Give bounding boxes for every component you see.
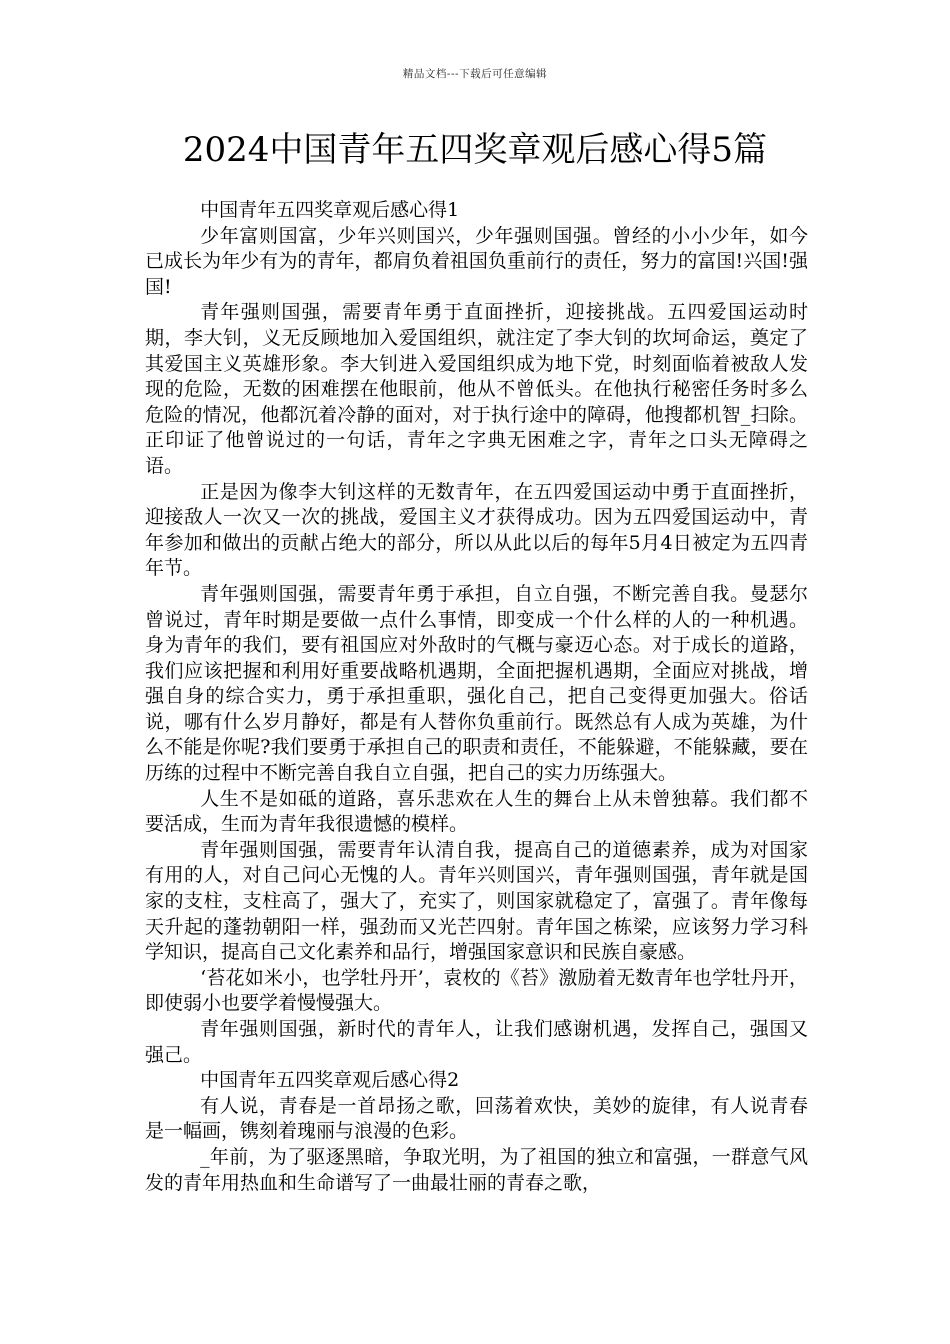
body-paragraph: _年前，为了驱逐黑暗，争取光明，为了祖国的独立和富强，一群意气风发的青年用热血和生命谱写了一曲最壮丽的青春之歌，: [145, 1145, 808, 1194]
body-paragraph: 青年强则国强，需要青年勇于直面挫折，迎接挑战。五四爱国运动时期，李大钊，义无反顾地加入爱国组织，就注定了李大钊的坎坷命运，奠定了其爱国主义英雄形象。李大钊进入爱国组织成为地下党，时刻面临着被敌人发现的危险，无数的困难摆在他眼前，他从不曾低头。在他执行秘密任务时多么危险的情况，他都沉着冷静的面对，对于执行途中的障碍，他搜都机智_扫除。正印证了他曾说过的一句话，青年之字典无困难之字，青年之口头无障碍之语。: [145, 301, 808, 477]
section-heading-1: 中国青年五四奖章观后感心得1: [200, 199, 460, 221]
body-paragraph: 青年强则国强，新时代的青年人，让我们感谢机遇，发挥自己，强国又强己。: [145, 1018, 808, 1066]
section-heading-2: 中国青年五四奖章观后感心得2: [200, 1069, 460, 1092]
body-paragraph: 有人说，青春是一首昂扬之歌，回荡着欢快，美妙的旋律，有人说青春是一幅画，镌刻着瑰丽与浪漫的色彩。: [145, 1094, 808, 1143]
body-paragraph: 青年强则国强，需要青年勇于承担，自立自强，不断完善自我。曼瑟尔曾说过，青年时期是要做一点什么事情，即变成一个什么样的人的一种机遇。身为青年的我们，要有祖国应对外敌时的气概与豪迈心态。对于成长的道路，我们应该把握和利用好重要战略机遇期，全面把握机遇期，全面应对挑战，增强自身的综合实力，勇于承担重职，强化自己，把自己变得更加强大。俗话说，哪有什么岁月静好，都是有人替你负重前行。既然总有人成为英雄，为什么不能是你呢?我们要勇于承担自己的职责和责任，不能躲避，不能躲藏，要在历练的过程中不断完善自我自立自强，把自己的实力历练强大。: [145, 582, 808, 785]
document-body: [145, 198, 808, 1196]
body-paragraph: 少年富则国富，少年兴则国兴，少年强则国强。曾经的小小少年，如今已成长为年少有为的青年，都肩负着祖国负重前行的责任，努力的富国!兴国!强国!: [145, 224, 808, 298]
body-paragraph: 青年强则国强，需要青年认清自我，提高自己的道德素养，成为对国家有用的人，对自己问心无愧的人。青年兴则国兴，青年强则国强，青年就是国家的支柱，支柱高了，强大了，充实了，则国家就稳定了，富强了。青年像每天升起的蓬勃朝阳一样，强劲而又光芒四射。青年国之栋梁，应该努力学习科学知识，提高自己文化素养和品行，增强国家意识和民族自豪感。: [145, 838, 808, 964]
body-paragraph: 正是因为像李大钊这样的无数青年，在五四爱国运动中勇于直面挫折，迎接敌人一次又一次的挑战，爱国主义才获得成功。因为五四爱国运动中，青年参加和做出的贡献占绝大的部分，所以从此以后的每年5月4日被定为五四青年节。: [145, 480, 808, 580]
page-header-note: 精品文档---下载后可任意编辑: [402, 68, 548, 80]
body-paragraph: 人生不是如砥的道路，喜乐悲欢在人生的舞台上从未曾独幕。我们都不要活成，生而为青年我很遗憾的模样。: [145, 787, 808, 836]
body-paragraph: ‘苔花如米小，也学牡丹开’，袁枚的《苔》激励着无数青年也学牡丹开，即使弱小也要学着慢慢强大。: [145, 966, 808, 1015]
document-title: 2024中国青年五四奖章观后感心得5篇: [182, 130, 768, 170]
